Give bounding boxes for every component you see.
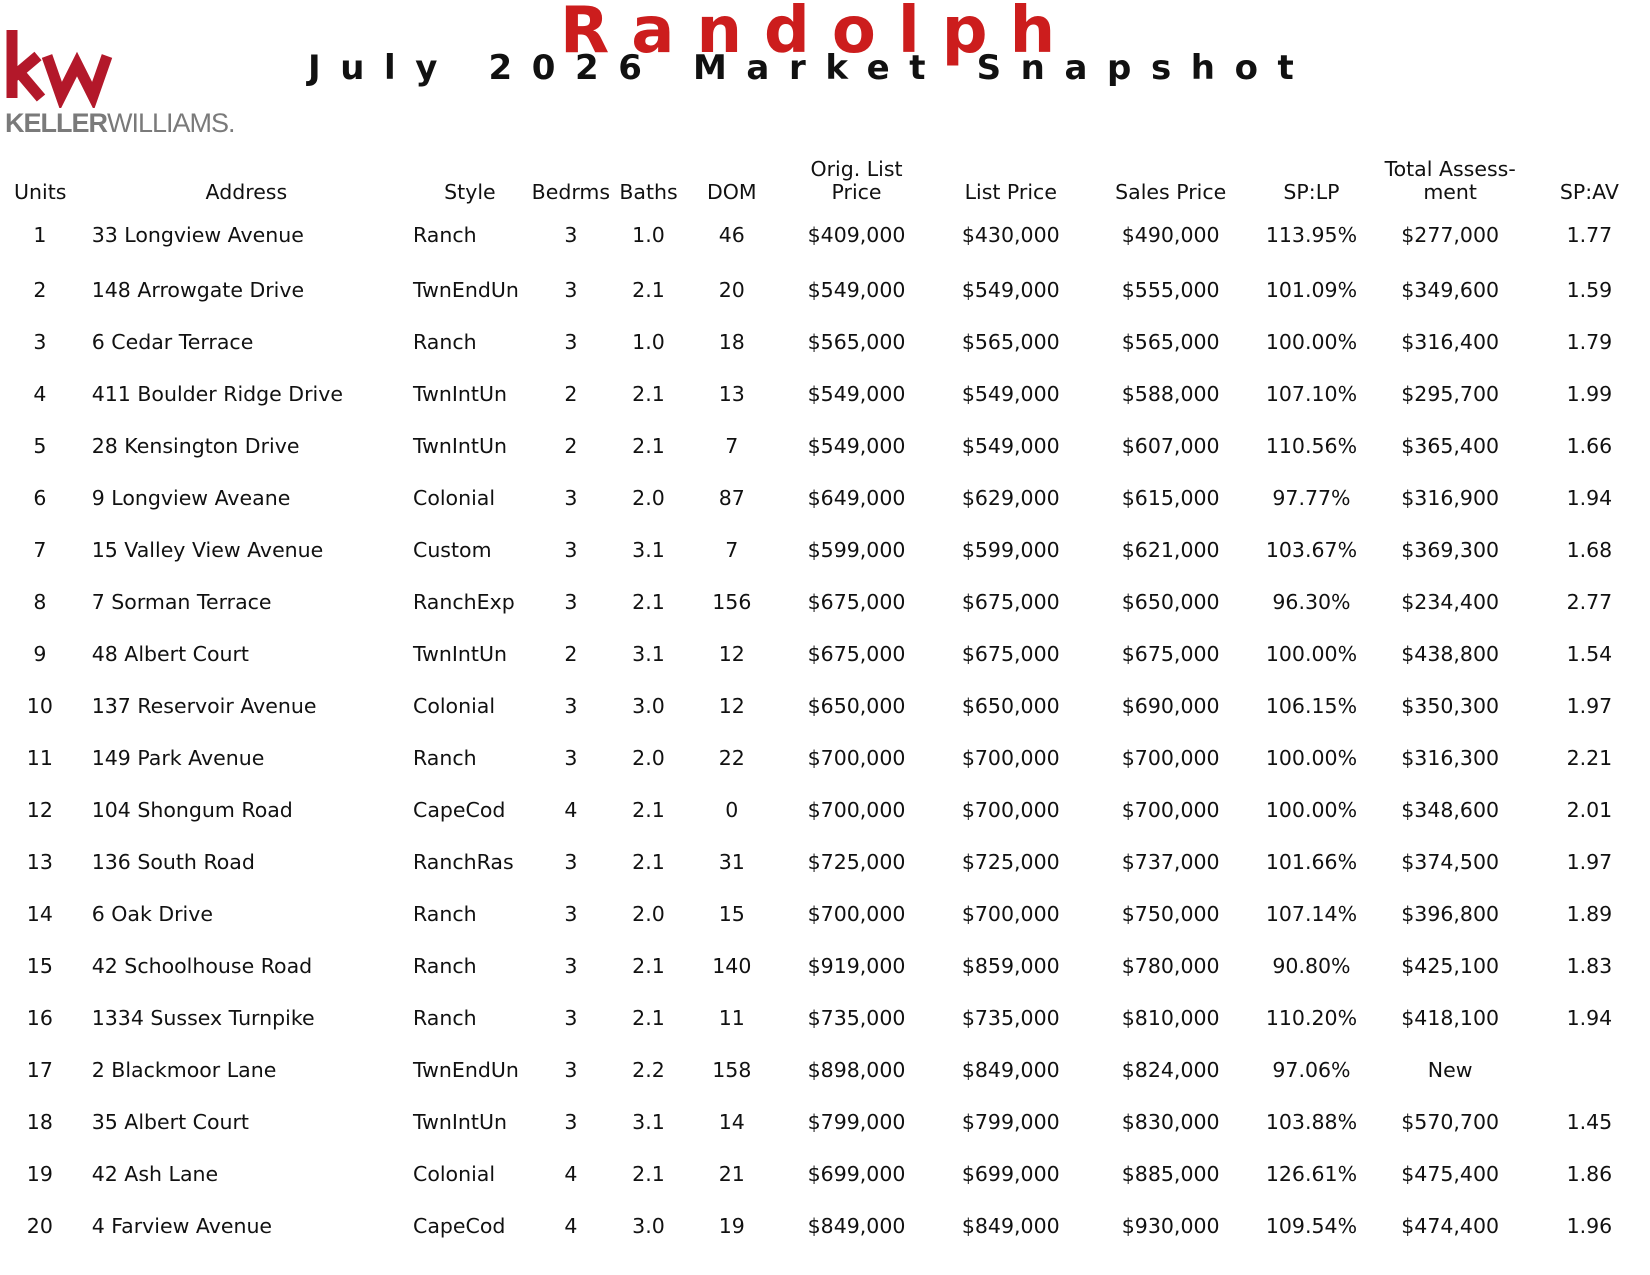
page-subtitle: July 2026 Market Snapshot [308,48,1314,88]
cell-baths: 2.1 [632,590,665,614]
cell-orig-list-price: $549,000 [807,434,906,458]
cell-sales-price: $490,000 [1121,223,1220,247]
cell-address: 148 Arrowgate Drive [91,278,305,302]
cell-bedrms: 2 [564,382,578,406]
cell-bedrms: 4 [564,1162,578,1186]
cell-total-assessment: $349,600 [1401,278,1500,302]
cell-orig-list-price: $675,000 [807,642,906,666]
cell-orig-list-price: $849,000 [807,1214,906,1238]
cell-list-price: $735,000 [961,1006,1060,1030]
cell-sp-av: 1.59 [1566,278,1613,302]
cell-list-price: $700,000 [961,746,1060,770]
cell-style: Ranch [413,1006,477,1030]
cell-orig-list-price: $409,000 [807,223,906,247]
cell-dom: 156 [712,590,752,614]
cell-orig-list-price: $649,000 [807,486,906,510]
cell-sp-av: 2.21 [1566,746,1613,770]
cell-sp-av [1529,1044,1650,1096]
cell-address: 104 Shongum Road [91,798,293,822]
market-snapshot-table [0,140,1650,1252]
cell-sales-price: $690,000 [1121,694,1220,718]
table-row [0,888,1650,940]
cell-sp-av: 1.96 [1566,1214,1613,1238]
cell-orig-list-price: $725,000 [807,850,906,874]
cell-baths: 1.0 [632,223,665,247]
cell-style: TwnIntUn [413,434,507,458]
cell-address: 15 Valley View Avenue [91,538,324,562]
table-header-row [0,140,1650,206]
cell-sp-av: 1.66 [1566,434,1613,458]
cell-total-assessment: $316,400 [1401,330,1500,354]
cell-bedrms: 4 [564,1214,578,1238]
cell-sp-av: 1.97 [1566,850,1613,874]
cell-sp-lp: 100.00% [1265,746,1358,770]
cell-sales-price: $615,000 [1121,486,1220,510]
header-total-assessment [1371,140,1528,206]
cell-sales-price: $700,000 [1121,746,1220,770]
cell-sales-price: $700,000 [1121,798,1220,822]
table-row [0,524,1650,576]
cell-address: 136 South Road [91,850,255,874]
cell-list-price: $549,000 [961,382,1060,406]
header-address: Address [205,180,288,204]
cell-total-assessment: $316,300 [1401,746,1500,770]
cell-bedrms: 3 [564,954,578,978]
cell-dom: 18 [718,330,745,354]
cell-style: Ranch [413,330,477,354]
cell-unit: 17 [26,1058,53,1082]
cell-dom: 21 [718,1162,745,1186]
cell-dom: 31 [718,850,745,874]
cell-baths: 2.1 [632,798,665,822]
cell-sp-lp: 103.67% [1265,538,1358,562]
cell-style: TwnEndUn [413,278,519,302]
cell-sales-price: $607,000 [1121,434,1220,458]
cell-baths: 2.1 [632,278,665,302]
cell-sp-av: 1.97 [1566,694,1613,718]
cell-unit: 1 [33,223,47,247]
cell-sales-price: $930,000 [1121,1214,1220,1238]
cell-orig-list-price: $675,000 [807,590,906,614]
cell-list-price: $725,000 [961,850,1060,874]
cell-orig-list-price: $650,000 [807,694,906,718]
cell-baths: 2.1 [632,1006,665,1030]
cell-sp-lp: 113.95% [1265,223,1358,247]
cell-total-assessment: $570,700 [1401,1110,1500,1134]
cell-sp-av: 2.77 [1566,590,1613,614]
cell-sp-av: 1.94 [1566,486,1613,510]
cell-dom: 7 [725,434,739,458]
cell-style: TwnIntUn [413,642,507,666]
cell-sp-av: 1.68 [1566,538,1613,562]
cell-list-price: $650,000 [961,694,1060,718]
cell-list-price: $565,000 [961,330,1060,354]
cell-baths: 3.0 [632,694,665,718]
cell-sp-av: 1.77 [1566,223,1613,247]
header-dom: DOM [707,180,757,204]
cell-style: RanchRas [413,850,514,874]
cell-unit: 18 [26,1110,53,1134]
cell-sp-lp: 101.09% [1265,278,1358,302]
cell-baths: 3.1 [632,538,665,562]
cell-list-price: $599,000 [961,538,1060,562]
cell-unit: 7 [33,538,47,562]
cell-sales-price: $780,000 [1121,954,1220,978]
table-row [0,836,1650,888]
cell-sp-lp: 100.00% [1265,330,1358,354]
cell-unit: 6 [33,486,47,510]
table-row [0,368,1650,420]
cell-address: 149 Park Avenue [91,746,265,770]
cell-address: 137 Reservoir Avenue [91,694,317,718]
cell-unit: 10 [26,694,53,718]
table-row [0,784,1650,836]
cell-unit: 12 [26,798,53,822]
cell-total-assessment: $348,600 [1401,798,1500,822]
table-row [0,1044,1650,1096]
header-orig-list-line1: Orig. List [810,157,903,181]
cell-total-assessment: $365,400 [1401,434,1500,458]
cell-total-assessment: New [1427,1058,1473,1082]
cell-style: CapeCod [413,798,506,822]
cell-list-price: $549,000 [961,434,1060,458]
cell-list-price: $549,000 [961,278,1060,302]
cell-address: 7 Sorman Terrace [91,590,272,614]
cell-sales-price: $810,000 [1121,1006,1220,1030]
cell-bedrms: 3 [564,486,578,510]
cell-orig-list-price: $549,000 [807,278,906,302]
cell-orig-list-price: $699,000 [807,1162,906,1186]
cell-list-price: $699,000 [961,1162,1060,1186]
cell-total-assessment: $475,400 [1401,1162,1500,1186]
cell-dom: 15 [718,902,745,926]
cell-sp-lp: 100.00% [1265,798,1358,822]
cell-orig-list-price: $565,000 [807,330,906,354]
cell-total-assessment: $369,300 [1401,538,1500,562]
cell-style: Ranch [413,954,477,978]
table-row [0,316,1650,368]
cell-baths: 2.1 [632,434,665,458]
cell-baths: 3.1 [632,642,665,666]
cell-orig-list-price: $898,000 [807,1058,906,1082]
keller-williams-wordmark [5,108,235,139]
cell-dom: 11 [718,1006,745,1030]
cell-style: Colonial [413,486,496,510]
cell-sp-av: 1.89 [1566,902,1613,926]
table-row [0,576,1650,628]
cell-baths: 2.1 [632,850,665,874]
cell-sp-lp: 126.61% [1265,1162,1358,1186]
cell-dom: 46 [718,223,745,247]
cell-orig-list-price: $919,000 [807,954,906,978]
cell-orig-list-price: $799,000 [807,1110,906,1134]
cell-dom: 12 [718,694,745,718]
cell-sp-lp: 101.66% [1265,850,1358,874]
cell-dom: 7 [725,538,739,562]
cell-address: 9 Longview Aveane [91,486,291,510]
cell-sp-lp: 97.77% [1272,486,1351,510]
cell-total-assessment: $234,400 [1401,590,1500,614]
keller-williams-logo [5,28,245,148]
cell-baths: 2.0 [632,486,665,510]
cell-style: Colonial [413,694,496,718]
cell-address: 42 Schoolhouse Road [91,954,313,978]
cell-orig-list-price: $549,000 [807,382,906,406]
cell-address: 4 Farview Avenue [91,1214,273,1238]
cell-bedrms: 3 [564,850,578,874]
cell-orig-list-price: $700,000 [807,902,906,926]
cell-bedrms: 3 [564,330,578,354]
cell-sp-av: 2.01 [1566,798,1613,822]
cell-dom: 19 [718,1214,745,1238]
cell-unit: 15 [26,954,53,978]
cell-sp-av: 1.45 [1566,1110,1613,1134]
cell-style: Ranch [413,223,477,247]
cell-sp-lp: 110.20% [1265,1006,1358,1030]
cell-baths: 3.1 [632,1110,665,1134]
table-row [0,1096,1650,1148]
cell-unit: 19 [26,1162,53,1186]
cell-bedrms: 3 [564,223,578,247]
cell-sp-lp: 107.10% [1265,382,1358,406]
header-assessment-line2: ment [1423,180,1477,204]
cell-sp-av: 1.83 [1566,954,1613,978]
cell-baths: 2.2 [632,1058,665,1082]
cell-bedrms: 3 [564,1110,578,1134]
cell-list-price: $700,000 [961,798,1060,822]
cell-address: 6 Cedar Terrace [91,330,254,354]
cell-list-price: $799,000 [961,1110,1060,1134]
cell-dom: 14 [718,1110,745,1134]
cell-unit: 11 [26,746,53,770]
cell-sp-av: 1.79 [1566,330,1613,354]
cell-unit: 8 [33,590,47,614]
cell-unit: 14 [26,902,53,926]
cell-unit: 3 [33,330,47,354]
cell-dom: 158 [712,1058,752,1082]
cell-style: Ranch [413,902,477,926]
cell-sp-av: 1.99 [1566,382,1613,406]
table-row [0,264,1650,316]
cell-style: CapeCod [413,1214,506,1238]
logo-word-keller: KELLER [5,108,107,138]
cell-total-assessment: $438,800 [1401,642,1500,666]
table-row [0,472,1650,524]
table-row [0,420,1650,472]
header-orig-list-price [781,140,931,206]
cell-style: TwnEndUn [413,1058,519,1082]
cell-sp-lp: 103.88% [1265,1110,1358,1134]
cell-style: Custom [413,538,492,562]
cell-list-price: $675,000 [961,590,1060,614]
cell-total-assessment: $295,700 [1401,382,1500,406]
cell-sp-lp: 107.14% [1265,902,1358,926]
cell-address: 42 Ash Lane [91,1162,219,1186]
cell-sp-lp: 106.15% [1265,694,1358,718]
cell-bedrms: 3 [564,1058,578,1082]
cell-total-assessment: $396,800 [1401,902,1500,926]
header-orig-list-line2: Price [831,180,882,204]
cell-baths: 2.1 [632,954,665,978]
cell-sales-price: $675,000 [1121,642,1220,666]
cell-baths: 3.0 [632,1214,665,1238]
cell-unit: 5 [33,434,47,458]
header-units: Units [14,180,67,204]
table-row [0,206,1650,264]
cell-style: TwnIntUn [413,382,507,406]
cell-address: 33 Longview Avenue [91,223,304,247]
cell-address: 35 Albert Court [91,1110,249,1134]
cell-dom: 20 [718,278,745,302]
cell-dom: 140 [712,954,752,978]
table-row [0,680,1650,732]
cell-bedrms: 3 [564,278,578,302]
cell-bedrms: 2 [564,642,578,666]
table-row [0,1148,1650,1200]
cell-bedrms: 3 [564,538,578,562]
cell-baths: 2.1 [632,382,665,406]
cell-total-assessment: $277,000 [1401,223,1500,247]
table-row [0,940,1650,992]
cell-total-assessment: $418,100 [1401,1006,1500,1030]
cell-sales-price: $650,000 [1121,590,1220,614]
table-row [0,628,1650,680]
cell-sp-av: 1.94 [1566,1006,1613,1030]
cell-total-assessment: $374,500 [1401,850,1500,874]
cell-address: 2 Blackmoor Lane [91,1058,277,1082]
cell-list-price: $629,000 [961,486,1060,510]
cell-address: 411 Boulder Ridge Drive [91,382,343,406]
header-assessment-line1: Total Assess- [1384,157,1516,181]
cell-sp-lp: 90.80% [1272,954,1351,978]
header-list-price: List Price [964,180,1057,204]
cell-total-assessment: $316,900 [1401,486,1500,510]
cell-sales-price: $885,000 [1121,1162,1220,1186]
cell-bedrms: 2 [564,434,578,458]
cell-dom: 22 [718,746,745,770]
cell-bedrms: 3 [564,1006,578,1030]
cell-bedrms: 3 [564,746,578,770]
cell-baths: 2.1 [632,1162,665,1186]
cell-sp-lp: 110.56% [1265,434,1358,458]
cell-address: 6 Oak Drive [91,902,214,926]
header-sp-av: SP:AV [1559,180,1619,204]
header-sp-lp: SP:LP [1283,180,1340,204]
header-bedrms: Bedrms [531,180,611,204]
header-baths: Baths [619,180,678,204]
cell-sales-price: $555,000 [1121,278,1220,302]
cell-sales-price: $824,000 [1121,1058,1220,1082]
cell-address: 48 Albert Court [91,642,249,666]
cell-bedrms: 3 [564,590,578,614]
cell-sp-lp: 100.00% [1265,642,1358,666]
cell-unit: 16 [26,1006,53,1030]
cell-dom: 13 [718,382,745,406]
cell-baths: 2.0 [632,902,665,926]
cell-unit: 2 [33,278,47,302]
cell-sp-lp: 97.06% [1272,1058,1351,1082]
cell-style: TwnIntUn [413,1110,507,1134]
cell-bedrms: 4 [564,798,578,822]
kw-logo-mark-icon [5,28,115,108]
table-row [0,732,1650,784]
cell-unit: 9 [33,642,47,666]
cell-sales-price: $588,000 [1121,382,1220,406]
cell-style: Colonial [413,1162,496,1186]
page-title: Randolph [560,0,1078,68]
logo-word-williams: WILLIAMS. [107,108,235,138]
cell-total-assessment: $350,300 [1401,694,1500,718]
cell-dom: 87 [718,486,745,510]
cell-total-assessment: $474,400 [1401,1214,1500,1238]
cell-sales-price: $565,000 [1121,330,1220,354]
cell-dom: 0 [725,798,739,822]
cell-unit: 13 [26,850,53,874]
cell-dom: 12 [718,642,745,666]
cell-orig-list-price: $599,000 [807,538,906,562]
cell-list-price: $430,000 [961,223,1060,247]
cell-sp-lp: 96.30% [1272,590,1351,614]
cell-bedrms: 3 [564,694,578,718]
cell-list-price: $859,000 [961,954,1060,978]
cell-orig-list-price: $700,000 [807,798,906,822]
cell-list-price: $849,000 [961,1214,1060,1238]
cell-address: 28 Kensington Drive [91,434,300,458]
cell-sales-price: $830,000 [1121,1110,1220,1134]
table-row [0,1200,1650,1252]
cell-orig-list-price: $735,000 [807,1006,906,1030]
cell-list-price: $675,000 [961,642,1060,666]
cell-baths: 1.0 [632,330,665,354]
table-row [0,992,1650,1044]
header-style: Style [444,180,496,204]
cell-unit: 4 [33,382,47,406]
cell-sales-price: $750,000 [1121,902,1220,926]
cell-style: RanchExp [413,590,515,614]
cell-sales-price: $621,000 [1121,538,1220,562]
cell-orig-list-price: $700,000 [807,746,906,770]
cell-sp-av: 1.54 [1566,642,1613,666]
cell-address: 1334 Sussex Turnpike [91,1006,315,1030]
cell-sp-av: 1.86 [1566,1162,1613,1186]
cell-sp-lp: 109.54% [1265,1214,1358,1238]
cell-unit: 20 [26,1214,53,1238]
cell-sales-price: $737,000 [1121,850,1220,874]
cell-list-price: $700,000 [961,902,1060,926]
cell-baths: 2.0 [632,746,665,770]
cell-style: Ranch [413,746,477,770]
cell-list-price: $849,000 [961,1058,1060,1082]
header-sales-price: Sales Price [1115,180,1227,204]
cell-bedrms: 3 [564,902,578,926]
cell-total-assessment: $425,100 [1401,954,1500,978]
